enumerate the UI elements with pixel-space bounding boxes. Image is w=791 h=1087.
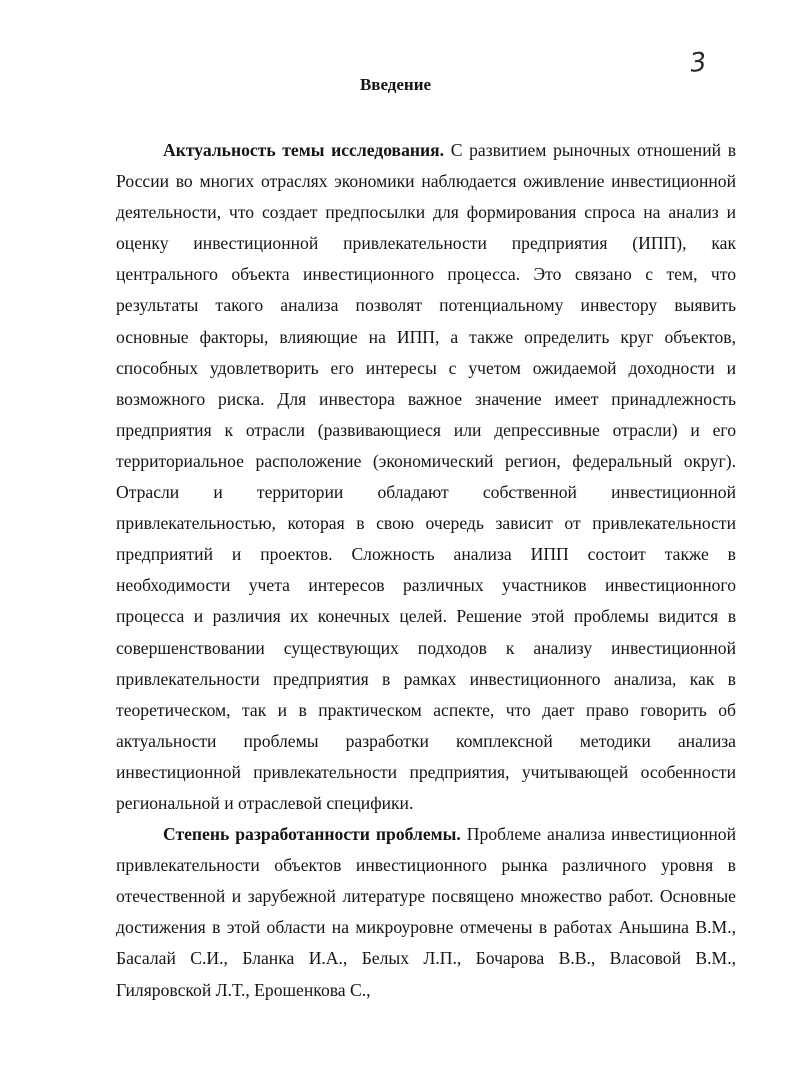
paragraph-text: С развитием рыночных отношений в России во многих отраслях экономики наблюдается оживление инвестиционной деятельности, что создает предпосылки для формирования спроса на анализ и оценку инвестиционной привлекательности предприятия (ИПП), как центрального объекта инвестиционного процесса. Это связано с тем, что результаты такого анализа позволят потенциальному инвестору выявить основные факторы, влияющие на ИПП, а также определить круг объектов, способных удовлетворить его интересы с учетом ожидаемой доходности и возможного риска. Для инвестора важное значение имеет принадлежность предприятия к отрасли (развивающиеся или депрессивные отрасли) и его территориальное расположение (экономический регион, федеральный округ). Отрасли и территории обладают собственной инвестиционной привлекательностью, которая в свою очередь зависит от привлекательности предприятий и проектов. Сложность анализа ИПП состоит также в необходимости учета интересов различных участников инвестиционного процесса и различия их конечных целей. Решение этой проблемы видится в совершенствовании существующих подходов к анализу инвестиционной привлекательности предприятия в рамках инвестиционного анализа, как в теоретическом, так и в практическом аспекте, что дает право говорить об актуальности проблемы разработки комплексной методики анализа инвестиционной привлекательности предприятия, учитывающей особенности региональной и отраслевой специфики. [116, 140, 736, 813]
paragraph-lead: Актуальность темы исследования. [163, 140, 445, 160]
paragraph-lead: Степень разработанности проблемы. [163, 824, 461, 845]
body-text [116, 135, 736, 1006]
handwritten-page-number: 3 [688, 47, 709, 79]
paragraph-text: Проблеме анализа инвестиционной привлекательности объектов инвестиционного рынка различного уровня в отечественной и зарубежной литературе посвящено множество работ. Основные достижения в этой области на микроуровне отмечены в работах Аньшина В.М., Басалай С.И., Бланка И.А., Белых Л.П., Бочарова В.В., Власовой В.М., Гиляровской Л.Т., Ерошенкова С., [116, 824, 736, 1000]
paragraph-relevance [116, 135, 736, 819]
section-heading: Введение [359, 75, 432, 94]
paragraph-development [116, 819, 736, 1006]
